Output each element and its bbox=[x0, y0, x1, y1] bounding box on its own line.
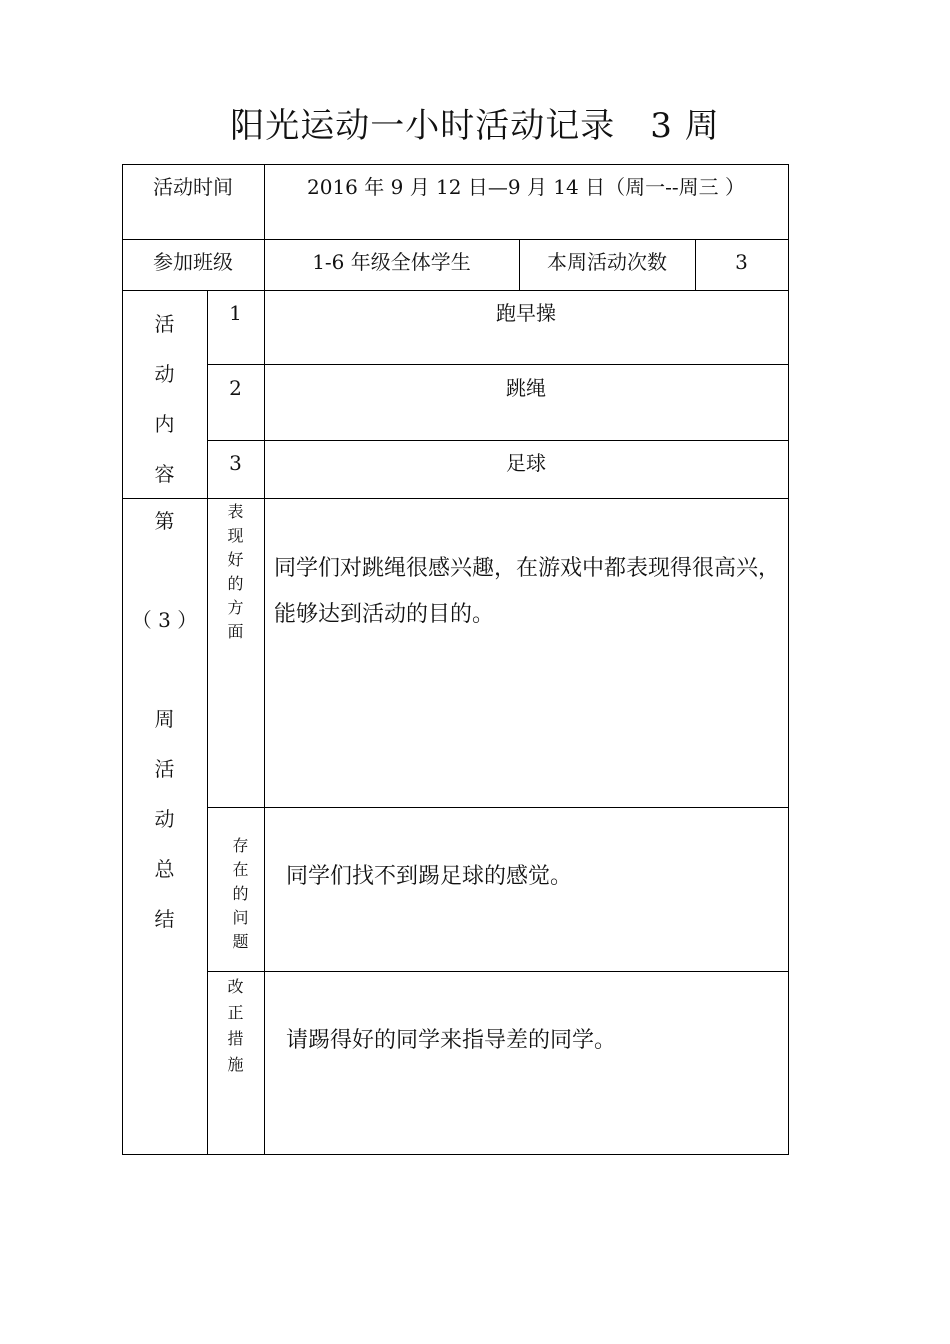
row-divider bbox=[207, 807, 789, 808]
activity-time-value: 2016 年 9 月 12 日—9 月 14 日（周一--周三 ） bbox=[307, 175, 745, 199]
table-border-right bbox=[788, 164, 789, 1155]
page-title: 阳光运动一小时活动记录 3 周 bbox=[230, 106, 720, 146]
activity-number: 1 bbox=[229, 301, 242, 325]
summary-label-rest: 周 活 动 总 结 bbox=[154, 707, 175, 931]
activity-number: 2 bbox=[229, 376, 242, 400]
activity-number: 3 bbox=[229, 451, 242, 475]
summary-label-top: 第 bbox=[154, 509, 175, 533]
row-divider bbox=[207, 364, 789, 365]
good-aspects-label: 表 现 好 的 方 面 bbox=[227, 502, 244, 641]
class-value: 1-6 年级全体学生 bbox=[312, 250, 471, 274]
row-divider bbox=[207, 440, 789, 441]
problems-text: 同学们找不到踢足球的感觉。 bbox=[286, 864, 573, 889]
activity-content-label: 活 动 内 容 bbox=[154, 312, 175, 486]
table-border-top bbox=[122, 164, 789, 165]
summary-week-number: （ 3 ） bbox=[131, 608, 198, 632]
column-divider bbox=[264, 290, 265, 1155]
row-divider bbox=[122, 498, 789, 499]
class-label: 参加班级 bbox=[153, 250, 233, 274]
weekly-count-label: 本周活动次数 bbox=[547, 250, 667, 274]
row-divider bbox=[122, 239, 789, 240]
row-divider bbox=[207, 971, 789, 972]
activity-name: 足球 bbox=[506, 451, 546, 475]
row-divider bbox=[122, 290, 789, 291]
fixes-label: 改 正 措 施 bbox=[227, 977, 244, 1074]
activity-name: 跑早操 bbox=[496, 301, 556, 325]
problems-label: 存 在 的 问 题 bbox=[232, 836, 249, 951]
good-aspects-text: 同学们对跳绳很感兴趣，在游戏中都表现得很高兴，能够达到活动的目的。 bbox=[274, 556, 781, 627]
activity-time-label: 活动时间 bbox=[153, 175, 233, 199]
fixes-text: 请踢得好的同学来指导差的同学。 bbox=[286, 1028, 617, 1053]
activity-name: 跳绳 bbox=[506, 376, 546, 400]
table-border-bottom bbox=[122, 1154, 789, 1155]
weekly-count-value: 3 bbox=[735, 250, 748, 274]
